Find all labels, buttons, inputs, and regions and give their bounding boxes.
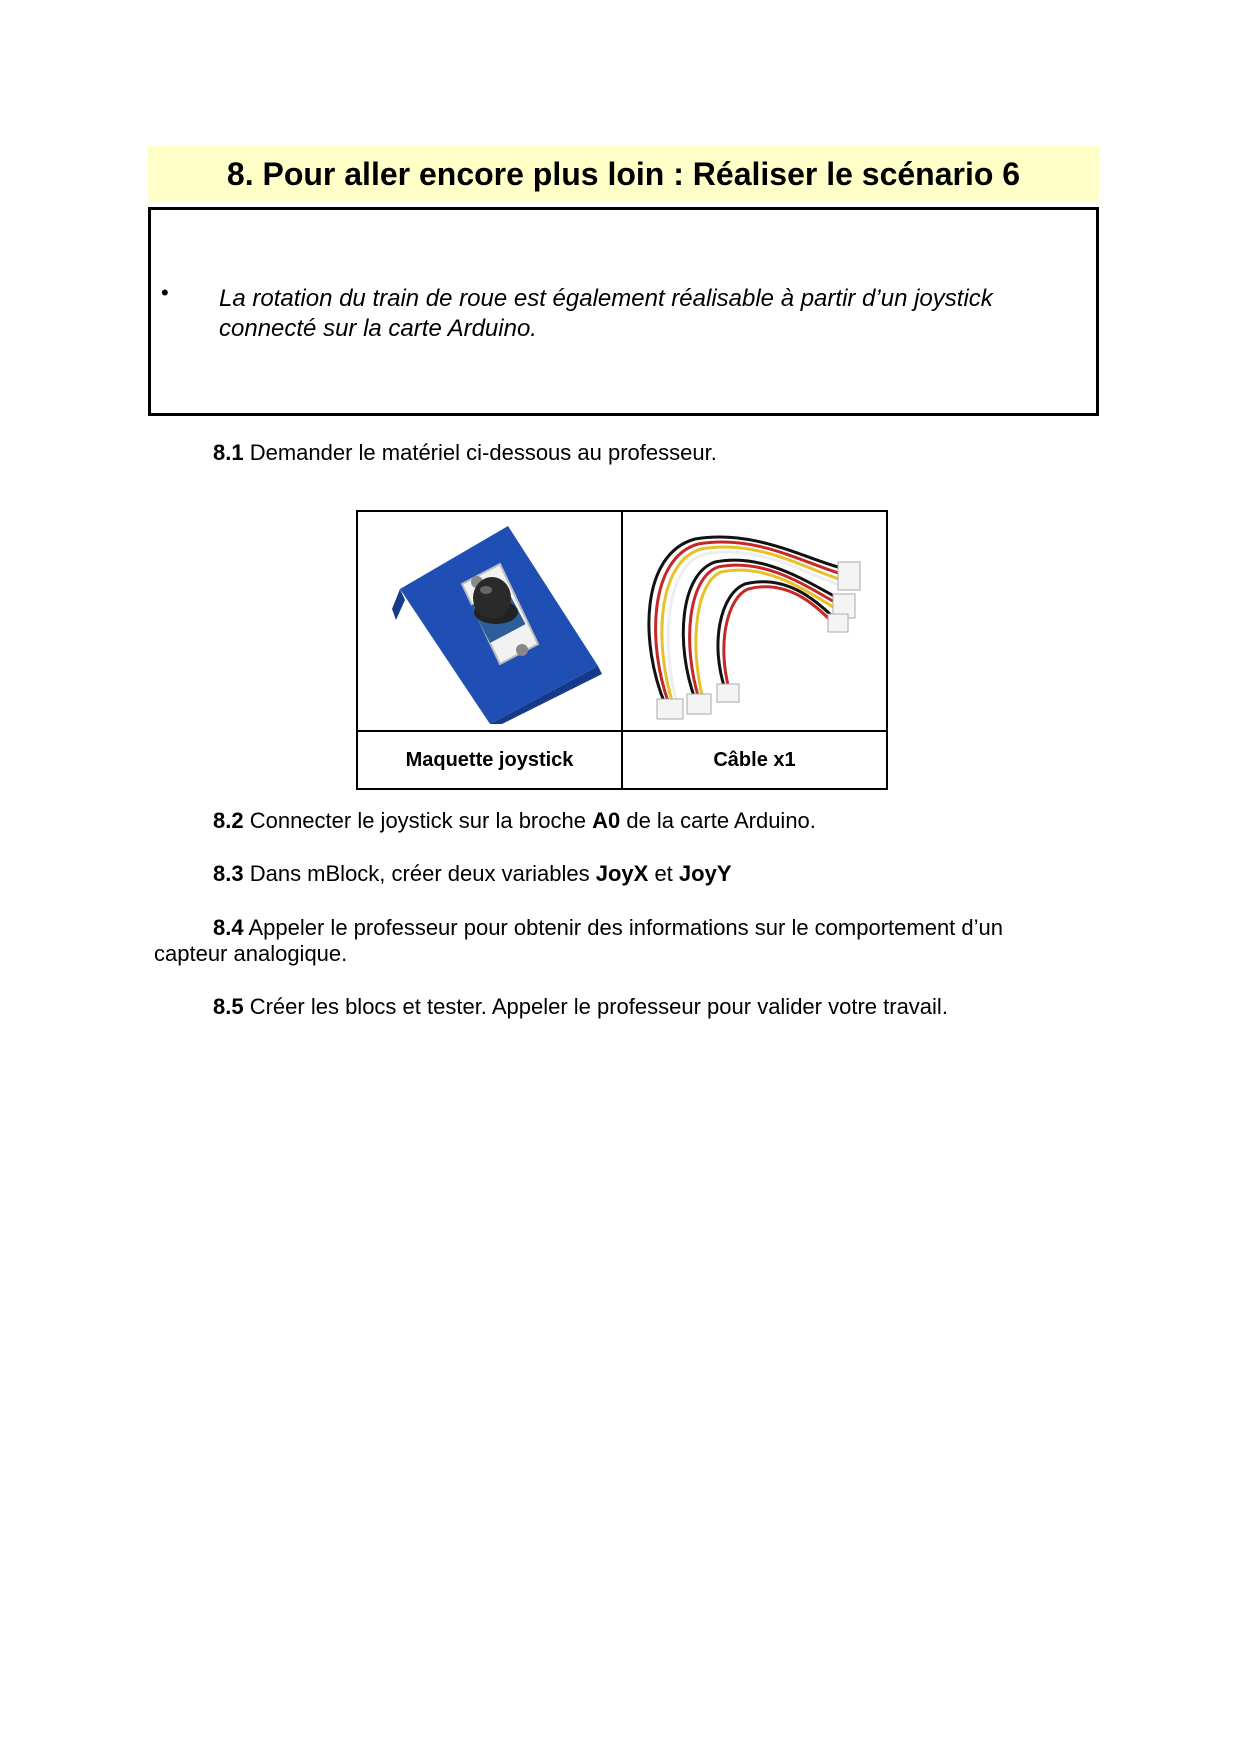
section-title-bar bbox=[148, 146, 1099, 202]
step-text: et bbox=[648, 861, 679, 886]
step-text: Demander le matériel ci-dessous au professeur. bbox=[243, 440, 717, 465]
note-box bbox=[148, 207, 1099, 416]
bullet-point: • bbox=[161, 280, 169, 305]
step-8-4 bbox=[154, 915, 1064, 967]
step-text: Créer les blocs et tester. Appeler le professeur pour valider votre travail. bbox=[243, 994, 948, 1019]
section-title: 8. Pour aller encore plus loin : Réaliser le scénario 6 bbox=[226, 156, 1021, 192]
step-text: Connecter le joystick sur la broche bbox=[243, 808, 593, 833]
step-text: Appeler le professeur pour obtenir des informations sur le comportement d’un capteur analogique. bbox=[154, 915, 1004, 966]
material-image-cell bbox=[622, 511, 887, 731]
step-number: 8.5 bbox=[213, 994, 244, 1019]
step-8-1 bbox=[213, 440, 717, 466]
pin-label: A0 bbox=[592, 808, 621, 833]
material-image-cell bbox=[357, 511, 622, 731]
variable-name: JoyX bbox=[595, 861, 649, 886]
materials-table bbox=[356, 510, 888, 790]
step-number: 8.4 bbox=[213, 915, 244, 940]
note-text: La rotation du train de roue est également réalisable à partir d’un joystick connecté sur la carte Arduino. bbox=[219, 285, 993, 342]
step-number: 8.2 bbox=[213, 808, 244, 833]
step-text: de la carte Arduino. bbox=[620, 808, 816, 833]
grove-cable-image bbox=[635, 514, 875, 724]
material-caption: Câble x1 bbox=[622, 731, 887, 789]
step-8-5 bbox=[213, 994, 948, 1020]
step-number: 8.1 bbox=[213, 440, 244, 465]
step-8-2 bbox=[213, 808, 816, 834]
step-number: 8.3 bbox=[213, 861, 244, 886]
joystick-module-image bbox=[370, 514, 610, 724]
step-text: Dans mBlock, créer deux variables bbox=[243, 861, 596, 886]
step-8-3 bbox=[213, 861, 732, 887]
material-caption: Maquette joystick bbox=[357, 731, 622, 789]
variable-name: JoyY bbox=[678, 861, 732, 886]
